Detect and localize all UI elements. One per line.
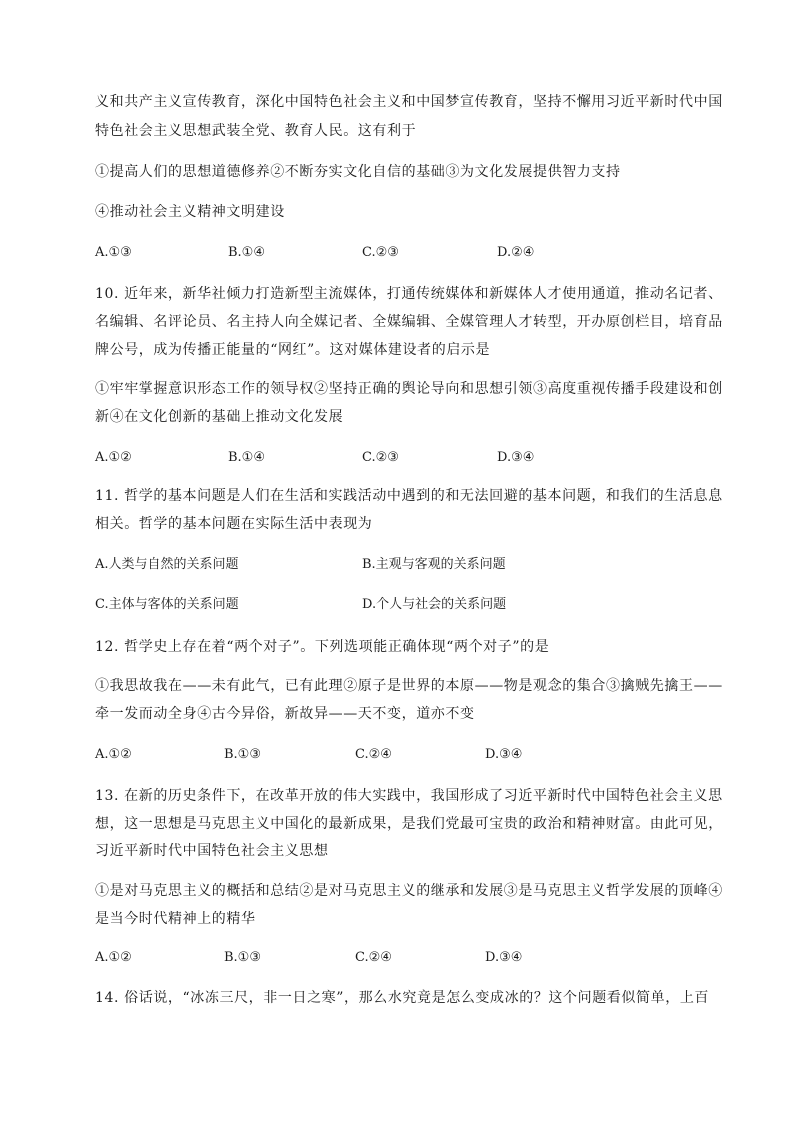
question-12-option-d: D.③④ bbox=[485, 747, 523, 762]
question-9-option-d: D.②④ bbox=[497, 245, 535, 260]
question-9-stem-line: 特色社会主义思想武装全党、教育人民。这有利于 bbox=[95, 123, 417, 139]
question-11-option-c: C.主体与客体的关系问题 bbox=[95, 597, 239, 612]
question-10-option-c: C.②③ bbox=[362, 450, 399, 465]
question-10-option-a: A.①② bbox=[95, 450, 132, 465]
question-10-stem-line: 10. 近年来，新华社倾力打造新型主流媒体，打通传统媒体和新媒体人才使用通道，推动名记者、 bbox=[95, 286, 723, 302]
question-13-option-b: B.①③ bbox=[224, 950, 261, 965]
question-12-statements: 牵一发而动全身④古今异俗，新故异——天不变，道亦不变 bbox=[95, 706, 475, 722]
question-10-statements: ①牢牢掌握意识形态工作的领导权②坚持正确的舆论导向和思想引领③高度重视传播手段建设和创 bbox=[95, 381, 723, 397]
question-13-stem-line: 13. 在新的历史条件下，在改革开放的伟大实践中，我国形成了习近平新时代中国特色社会主义思 bbox=[95, 788, 723, 804]
question-13-stem-line: 习近平新时代中国特色社会主义思想 bbox=[95, 843, 329, 859]
question-10-statements: 新④在文化创新的基础上推动文化发展 bbox=[95, 409, 344, 425]
question-9-option-a: A.①③ bbox=[95, 245, 132, 260]
question-12-stem-line: 12. 哲学史上存在着“两个对子”。下列选项能正确体现“两个对子”的是 bbox=[95, 639, 550, 655]
question-12-option-b: B.①③ bbox=[224, 747, 261, 762]
question-13-option-d: D.③④ bbox=[485, 950, 523, 965]
question-14-stem-line: 14. 俗话说，“冰冻三尺，非一日之寒”，那么水究竟是怎么变成冰的？这个问题看似简单，上百 bbox=[95, 990, 710, 1006]
question-9-option-c: C.②③ bbox=[362, 245, 399, 260]
question-10-stem-line: 名编辑、名评论员、名主持人向全媒记者、全媒编辑、全媒管理人才转型，开办原创栏目，培育品 bbox=[95, 314, 723, 330]
question-13-option-a: A.①② bbox=[95, 950, 132, 965]
question-12-option-a: A.①② bbox=[95, 747, 132, 762]
question-13-stem-line: 想，这一思想是马克思主义中国化的最新成果，是我们党最可宝贵的政治和精神财富。由此可见， bbox=[95, 816, 723, 832]
question-13-statements: 是当今时代精神上的精华 bbox=[95, 911, 256, 927]
question-11-stem-line: 相关。哲学的基本问题在实际生活中表现为 bbox=[95, 516, 373, 532]
question-9-statements: ①提高人们的思想道德修养②不断夯实文化自信的基础③为文化发展提供智力支持 bbox=[95, 164, 621, 180]
question-9-statements: ④推动社会主义精神文明建设 bbox=[95, 204, 285, 220]
question-12-statements: ①我思故我在——未有此气，已有此理②原子是世界的本原——物是观念的集合③擒贼先擒王—— bbox=[95, 678, 723, 694]
question-9-option-b: B.①④ bbox=[228, 245, 265, 260]
question-13-statements: ①是对马克思主义的概括和总结②是对马克思主义的继承和发展③是马克思主义哲学发展的顶峰④ bbox=[95, 883, 723, 899]
question-11-option-a: A.人类与自然的关系问题 bbox=[95, 557, 239, 572]
question-12-option-c: C.②④ bbox=[355, 747, 392, 762]
question-11-option-b: B.主观与客观的关系问题 bbox=[362, 557, 506, 572]
question-10-stem-line: 牌公号，成为传播正能量的“网红”。这对媒体建设者的启示是 bbox=[95, 342, 491, 358]
question-10-option-b: B.①④ bbox=[228, 450, 265, 465]
question-10-option-d: D.③④ bbox=[497, 450, 535, 465]
question-13-option-c: C.②④ bbox=[355, 950, 392, 965]
question-9-stem-line: 义和共产主义宣传教育，深化中国特色社会主义和中国梦宣传教育，坚持不懈用习近平新时代中国 bbox=[95, 94, 723, 110]
question-11-stem-line: 11. 哲学的基本问题是人们在生活和实践活动中遇到的和无法回避的基本问题，和我们的生活息息 bbox=[95, 488, 723, 504]
question-11-option-d: D.个人与社会的关系问题 bbox=[362, 597, 507, 612]
